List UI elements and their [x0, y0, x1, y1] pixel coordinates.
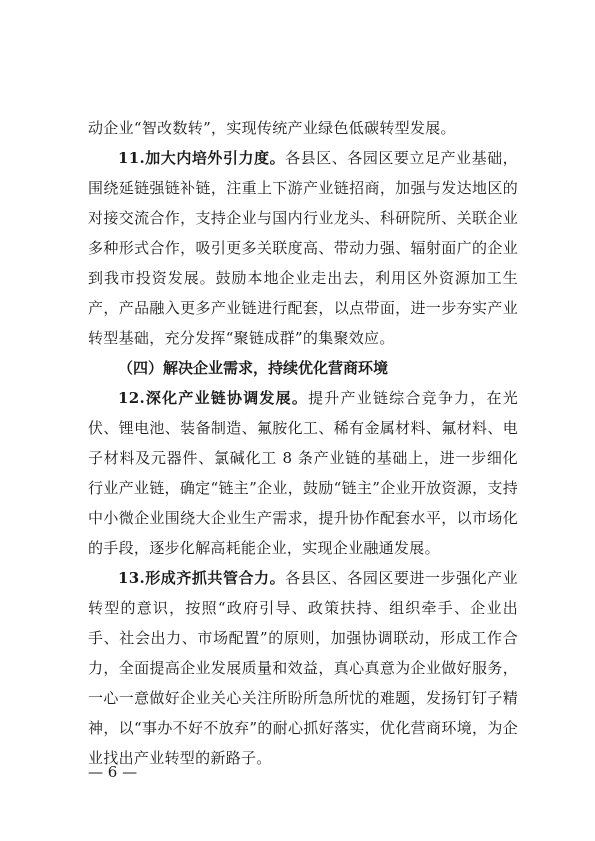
item-12-body: 提升产业链综合竞争力，在光伏、锂电池、装备制造、氟胺化工、稀有金属材料、氟材料、电子材料及元器件、氯碱化工 8 条产业链的基础上，进一步细化行业产业链，确定“链主”企业，鼓励“链主”企业开放资源，支持中小微企业围绕大企业生产需求，提升协作配套水平，以市场化的手段，逐步化解高耗能企业，实现企业融通发展。	[88, 389, 519, 557]
item-12-heading: 12.深化产业链协调发展。	[118, 389, 309, 407]
page-number: — 6 —	[88, 763, 138, 781]
document-body	[88, 113, 518, 773]
paragraph-item-11	[88, 143, 518, 353]
paragraph-continued: 动企业“智改数转”，实现传统产业绿色低碳转型发展。	[88, 119, 456, 137]
section-4-heading: （四）解决企业需求，持续优化营商环境	[118, 359, 389, 377]
item-11-body: 各县区、各园区要立足产业基础，围绕延链强链补链，注重上下游产业链招商，加强与发达地区的对接交流合作，支持企业与国内行业龙头、科研院所、关联企业多种形式合作，吸引更多关联度高、带动力强、辐射面广的企业到我市投资发展。鼓励本地企业走出去，利用区外资源加工生产，产品融入更多产业链进行配套，以点带面，进一步夯实产业转型基础，充分发挥“聚链成群”的集聚效应。	[88, 149, 518, 347]
item-13-body: 各县区、各园区要进一步强化产业转型的意识，按照“政府引导、政策扶持、组织牵手、企业出手、社会出力、市场配置”的原则，加强协调联动，形成工作合力，全面提高企业发展质量和效益，真心真意为企业做好服务，一心一意做好企业关心关注所盼所急所忧的难题，发扬钉钉子精神，以“事办不好不放弃”的耐心抓好落实，优化营商环境，为企业找出产业转型的新路子。	[88, 569, 518, 767]
item-13-heading: 13.形成齐抓共管合力。	[118, 569, 286, 587]
item-11-heading: 11.加大内培外引力度。	[118, 149, 286, 167]
paragraph-item-13	[88, 563, 518, 773]
paragraph-item-12	[88, 383, 518, 563]
